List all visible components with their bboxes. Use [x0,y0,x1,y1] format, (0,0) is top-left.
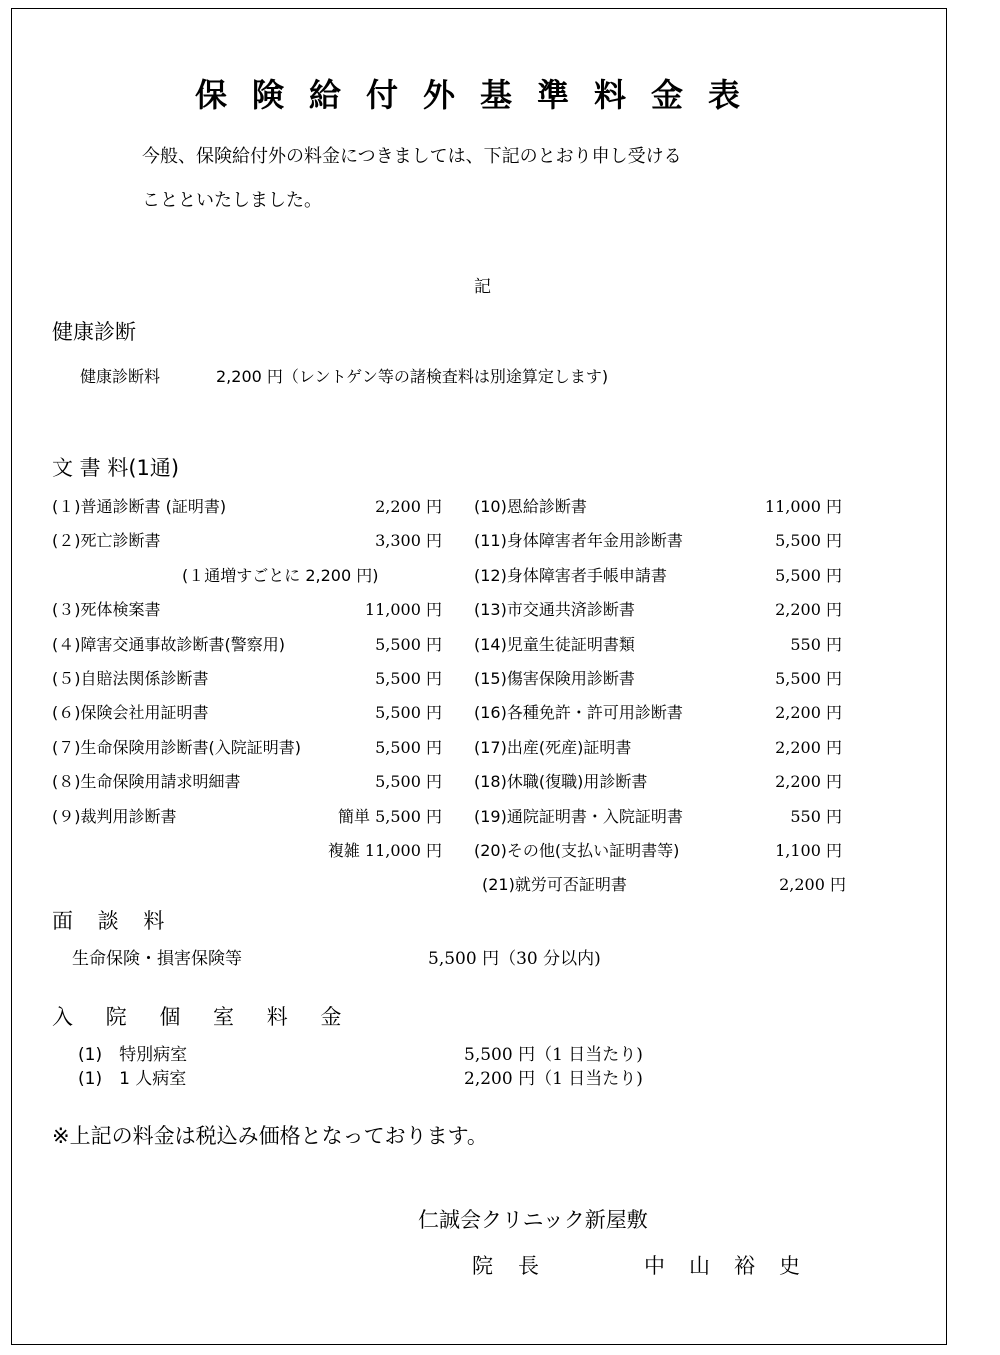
director-title: 院長 [472,1254,564,1278]
interview-heading: 面 談 料 [52,909,174,933]
document-left-label: (５)自賠法関係診断書 [52,669,209,688]
document-left-label: (７)生命保険用診断書(入院証明書) [52,738,301,757]
interview-price: 5,500 円（30 分以内) [428,949,601,969]
intro-line-2: ことといたしました。 [142,190,322,211]
document-left-price: 5,500 円 [375,703,442,722]
intro-line-1: 今般、保険給付外の料金につきましては、下記のとおり申し受ける [142,146,682,167]
document-right-label: (13)市交通共済診断書 [474,600,635,619]
document-left-price: 3,300 円 [375,531,442,550]
document-right-price: 2,200 円 [775,738,842,757]
document-right-label: (11)身体障害者年金用診断書 [474,531,683,550]
document-right-price: 550 円 [790,635,842,654]
document-left-price: 5,500 円 [375,635,442,654]
document-right-price: 5,500 円 [775,669,842,688]
room-item-1-label: (1) 特別病室 [78,1045,188,1065]
health-check-price: 2,200 円（レントゲン等の諸検査料は別途算定します) [216,367,609,386]
tax-note: ※上記の料金は税込み価格となっております。 [52,1124,488,1148]
clinic-name: 仁誠会クリニック新屋敷 [418,1208,648,1232]
document-left-label: (６)保険会社用証明書 [52,703,209,722]
documents-heading: 文 書 料(1通) [52,456,180,480]
document-right-price: 2,200 円 [775,600,842,619]
health-check-label: 健康診断料 [80,367,161,386]
document-left-label: (３)死体検案書 [52,600,161,619]
document-left-label: (８)生命保険用請求明細書 [52,772,241,791]
document-right-price: 550 円 [790,807,842,826]
document-right-label: (10)恩給診断書 [474,497,587,516]
document-right-price: 2,200 円 [775,703,842,722]
document-left-price: 2,200 円 [375,497,442,516]
room-item-1-price: 5,500 円（1 日当たり) [464,1045,643,1065]
document-left-price: 簡単 5,500 円 [338,807,442,826]
room-heading: 入 院 個 室 料 金 [52,1005,355,1029]
document-left-label: (４)障害交通事故診断書(警察用) [52,635,285,654]
document-right-price: 11,000 円 [764,497,842,516]
document-right-label: (15)傷害保険用診断書 [474,669,635,688]
room-item-2-label: (1) 1 人病室 [78,1069,187,1089]
document-right-price: 5,500 円 [775,566,842,585]
document-right-price: 5,500 円 [775,531,842,550]
room-item-2-price: 2,200 円（1 日当たり) [464,1069,643,1089]
document-right-label: (19)通院証明書・入院証明書 [474,807,683,826]
document-left-label: (２)死亡診断書 [52,531,161,550]
document-left-price: 5,500 円 [375,738,442,757]
document-right-label: (12)身体障害者手帳申請書 [474,566,667,585]
document-left-label: (１)普通診断書 (証明書) [52,497,227,516]
health-check-heading: 健康診断 [52,320,136,344]
document-left-label: (１通増すごとに 2,200 円) [182,566,379,585]
page-title: 保険給付外基準料金表 [194,76,765,114]
document-right-label: (16)各種免許・許可用診断書 [474,703,683,722]
document-right-label: (17)出産(死産)証明書 [474,738,632,757]
document-right-label: (20)その他(支払い証明書等) [474,841,680,860]
document-right-price: 1,100 円 [775,841,842,860]
document-right-label: (14)児童生徒証明書類 [474,635,635,654]
document-left-price: 5,500 円 [375,669,442,688]
document-right-label: (21)就労可否証明書 [482,875,627,894]
document-left-price: 5,500 円 [375,772,442,791]
document-right-label: (18)休職(復職)用診断書 [474,772,648,791]
ki-marker: 記 [474,277,491,297]
document-left-price: 複雑 11,000 円 [327,841,442,860]
document-right-price: 2,200 円 [775,772,842,791]
document-right-price: 2,200 円 [779,875,846,894]
director-name: 中山裕史 [644,1254,824,1278]
document-left-price: 11,000 円 [364,600,442,619]
interview-label: 生命保険・損害保険等 [72,949,242,969]
document-left-label: (９)裁判用診断書 [52,807,177,826]
